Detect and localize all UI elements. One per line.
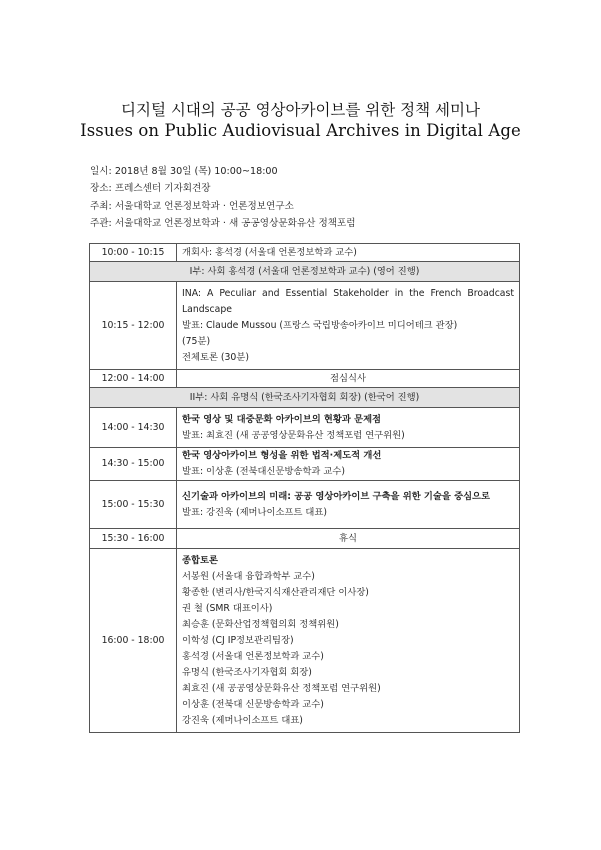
time-cell: 15:00 - 15:30 bbox=[90, 481, 177, 529]
schedule-row bbox=[90, 282, 520, 370]
event-date: 일시: 2018년 8월 30일 (목) 10:00~18:00 bbox=[90, 166, 278, 177]
schedule-row bbox=[90, 408, 520, 448]
session-title: 신기술과 아카이브의 미래: 공공 영상아카이브 구축을 위한 기술을 중심으로 bbox=[182, 490, 491, 502]
time-cell: 10:15 - 12:00 bbox=[90, 282, 177, 370]
session-speaker: 발표: 이상훈 (전북대신문방송학과 교수) bbox=[182, 466, 345, 477]
panelist: 최승훈 (문화산업정책협의회 정책위원) bbox=[182, 618, 339, 630]
lunch-label: 점심식사 bbox=[177, 370, 520, 388]
session-title: 종합토론 bbox=[182, 554, 218, 566]
session-speaker: 발표: 최효진 (새 공공영상문화유산 정책포럼 연구위원) bbox=[182, 429, 405, 441]
section-header bbox=[90, 388, 520, 408]
session-duration: (75분) bbox=[182, 335, 211, 347]
time-cell: 14:00 - 14:30 bbox=[90, 408, 177, 448]
session-detail bbox=[177, 481, 520, 529]
opening-remarks: 개회사: 홍석경 (서울대 언론정보학과 교수) bbox=[177, 244, 520, 262]
panelist: 홍석경 (서울대 언론정보학과 교수) bbox=[182, 650, 324, 662]
panelist: 강진욱 (제머나이소프트 대표) bbox=[182, 714, 303, 726]
break-label: 휴식 bbox=[177, 529, 520, 549]
schedule-row bbox=[90, 529, 520, 549]
title-korean: 디지털 시대의 공공 영상아카이브를 위한 정책 세미나 bbox=[121, 101, 480, 119]
section-two-label: II부: 사회 유명식 (한국조사기자협회 회장) (한국어 진행) bbox=[90, 388, 520, 408]
event-venue: 장소: 프레스센터 기자회견장 bbox=[90, 183, 211, 195]
schedule-row bbox=[90, 481, 520, 529]
section-header bbox=[90, 262, 520, 282]
session-speaker: 발표: Claude Mussou (프랑스 국립방송아카이브 미디어테크 관장) bbox=[182, 319, 458, 331]
section-one-label: I부: 사회 홍석경 (서울대 언론정보학과 교수) (영어 진행) bbox=[90, 262, 520, 282]
panelist: 서봉원 (서울대 융합과학부 교수) bbox=[182, 570, 315, 582]
time-cell: 12:00 - 14:00 bbox=[90, 370, 177, 388]
panelist: 권 철 (SMR 대표이사) bbox=[182, 602, 273, 614]
time-cell: 10:00 - 10:15 bbox=[90, 244, 177, 262]
panelist: 이상훈 (전북대 신문방송학과 교수) bbox=[182, 698, 324, 710]
panelist: 유명식 (한국조사기자협회 회장) bbox=[182, 666, 312, 678]
panelist: 황종한 (변리사/한국지식재산관리재단 이사장) bbox=[182, 586, 369, 598]
session-detail bbox=[177, 448, 520, 481]
panelist: 최효진 (새 공공영상문화유산 정책포럼 연구위원) bbox=[182, 682, 381, 694]
session-speaker: 발표: 강진욱 (제머나이소프트 대표) bbox=[182, 506, 327, 518]
schedule-row bbox=[90, 448, 520, 481]
schedule-row bbox=[90, 244, 520, 262]
schedule-row bbox=[90, 549, 520, 733]
session-detail bbox=[177, 282, 520, 370]
session-detail bbox=[177, 408, 520, 448]
session-title: 한국 영상 및 대중문화 아카이브의 현황과 문제점 bbox=[182, 413, 382, 425]
schedule-row bbox=[90, 370, 520, 388]
time-cell: 15:30 - 16:00 bbox=[90, 529, 177, 549]
title-english: Issues on Public Audiovisual Archives in Digital Age bbox=[80, 121, 521, 140]
time-cell: 16:00 - 18:00 bbox=[90, 549, 177, 733]
panelist: 이학성 (CJ IP정보관리팀장) bbox=[182, 634, 294, 646]
session-title: INA: A Peculiar and Essential Stakeholder in the French Broadcast Landscape bbox=[182, 287, 514, 315]
session-discussion: 전체토론 (30분) bbox=[182, 351, 249, 363]
event-info bbox=[90, 163, 356, 233]
time-cell: 14:30 - 15:00 bbox=[90, 448, 177, 481]
session-title: 한국 영상아카이브 형성을 위한 법적·제도적 개선 bbox=[182, 450, 382, 461]
event-host: 주최: 서울대학교 언론정보학과 · 언론정보연구소 bbox=[90, 200, 294, 212]
session-detail bbox=[177, 549, 520, 733]
event-organizer: 주관: 서울대학교 언론정보학과 · 새 공공영상문화유산 정책포럼 bbox=[90, 218, 356, 230]
schedule-table bbox=[89, 243, 520, 733]
